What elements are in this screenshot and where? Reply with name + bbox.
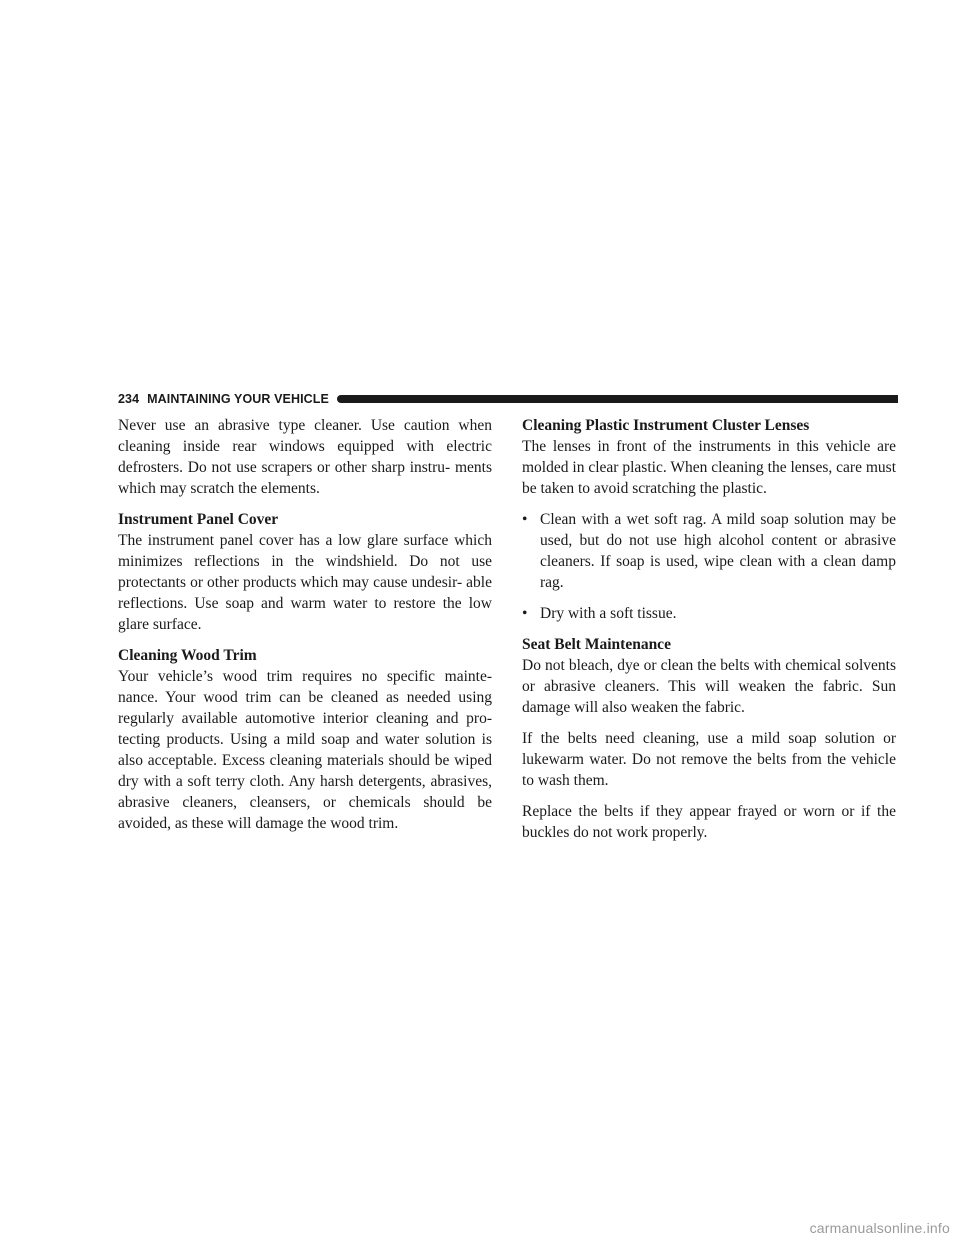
seat-belt-paragraph: If the belts need cleaning, use a mild soap solution or lukewarm water. Do not remove the belts from the vehicle to wash them. — [522, 730, 896, 789]
cluster-lenses-heading: Cleaning Plastic Instrument Cluster Lenses — [522, 417, 810, 434]
right-column — [522, 415, 896, 853]
bullet-icon: • — [522, 511, 528, 528]
left-column — [118, 415, 492, 844]
seat-belt-paragraph: Replace the belts if they appear frayed or worn or if the buckles do not work properly. — [522, 803, 896, 841]
bullet-icon: • — [522, 605, 528, 622]
instrument-panel-body: The instrument panel cover has a low glare surface which minimizes reflections in the windshield. Do not use protectants or other products which may cause undesir- able reflections. Use soap and warm water to restore the low glare surface. — [118, 532, 492, 633]
page-header — [118, 391, 898, 407]
seat-belt-paragraph: Do not bleach, dye or clean the belts with chemical solvents or abrasive cleaners. This will weaken the fabric. Sun damage will also weaken the fabric. — [522, 657, 896, 716]
wood-trim-body: Your vehicle’s wood trim requires no specific mainte- nance. Your wood trim can be cleaned as needed using regularly available automotive interior cleaning and pro- tecting products. Using a mild soap and water solution is also acceptable. Excess cleaning materials should be wiped dry with a soft terry cloth. Any harsh detergents, abrasives, abrasive cleaners, cleansers, or chemicals should be avoided, as these will damage the wood trim. — [118, 668, 492, 832]
seat-belt-heading: Seat Belt Maintenance — [522, 636, 671, 653]
header-rule — [337, 395, 898, 403]
bullet-text: Clean with a wet soft rag. A mild soap solution may be used, but do not use high alcohol content or abrasive cleaners. If soap is used, wipe clean with a clean damp rag. — [540, 511, 896, 591]
bullet-item — [522, 509, 896, 593]
instrument-panel-heading: Instrument Panel Cover — [118, 511, 279, 528]
wood-trim-heading: Cleaning Wood Trim — [118, 647, 257, 664]
bullet-item — [522, 603, 896, 624]
watermark-logo: carmanualsonline.info — [809, 1220, 950, 1236]
intro-paragraph: Never use an abrasive type cleaner. Use caution when cleaning inside rear windows equipped with electric defrosters. Do not use scrapers or other sharp instru- ments which may scratch the elements. — [118, 417, 492, 497]
page-number: 234 — [118, 392, 140, 406]
bullet-text: Dry with a soft tissue. — [540, 605, 677, 622]
section-title: MAINTAINING YOUR VEHICLE — [147, 392, 329, 406]
cluster-lenses-body: The lenses in front of the instruments in this vehicle are molded in clear plastic. When cleaning the lenses, care must be taken to avoid scratching the plastic. — [522, 438, 896, 497]
